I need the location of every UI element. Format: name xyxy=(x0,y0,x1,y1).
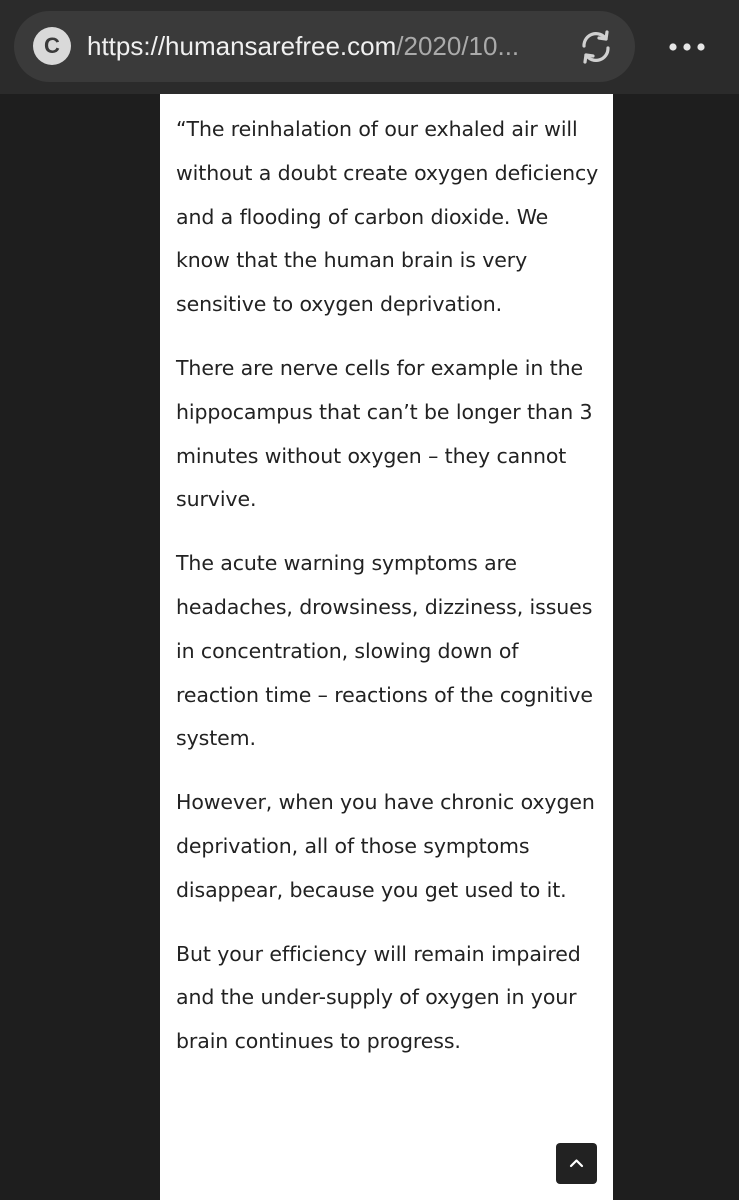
scroll-to-top-button[interactable] xyxy=(556,1143,597,1184)
article-paragraph: There are nerve cells for example in the hippocampus that can’t be longer than 3 minutes without oxygen – they cannot survive. xyxy=(176,355,593,512)
article-body xyxy=(176,108,601,1084)
url-host: https://humansarefree.com xyxy=(87,31,397,61)
article-paragraph: But your efficiency will remain impaired and the under-supply of oxygen in your brain continues to progress. xyxy=(176,941,581,1054)
address-bar[interactable] xyxy=(14,11,635,82)
page-margin-right xyxy=(613,94,739,1200)
reload-icon[interactable] xyxy=(576,27,616,67)
more-horizontal-icon[interactable] xyxy=(668,32,706,62)
url-text[interactable] xyxy=(87,11,567,82)
browser-toolbar xyxy=(0,0,739,94)
page-margin-left xyxy=(0,94,160,1200)
article-paragraph: The acute warning symptoms are headaches, drowsiness, dizziness, issues in concentration, slowing down of reaction time – reactions of the cognitive system. xyxy=(176,551,593,751)
article-content xyxy=(160,94,613,1200)
url-path: /2020/10... xyxy=(396,31,520,61)
article-paragraph: However, when you have chronic oxygen deprivation, all of those symptoms disappear, because you get used to it. xyxy=(176,790,595,902)
article-paragraph: “The reinhalation of our exhaled air will without a doubt create oxygen deficiency and a flooding of carbon dioxide. We know that the human brain is very sensitive to oxygen deprivation. xyxy=(176,117,599,317)
site-icon: C xyxy=(33,27,71,65)
chevron-up-icon xyxy=(568,1156,585,1171)
